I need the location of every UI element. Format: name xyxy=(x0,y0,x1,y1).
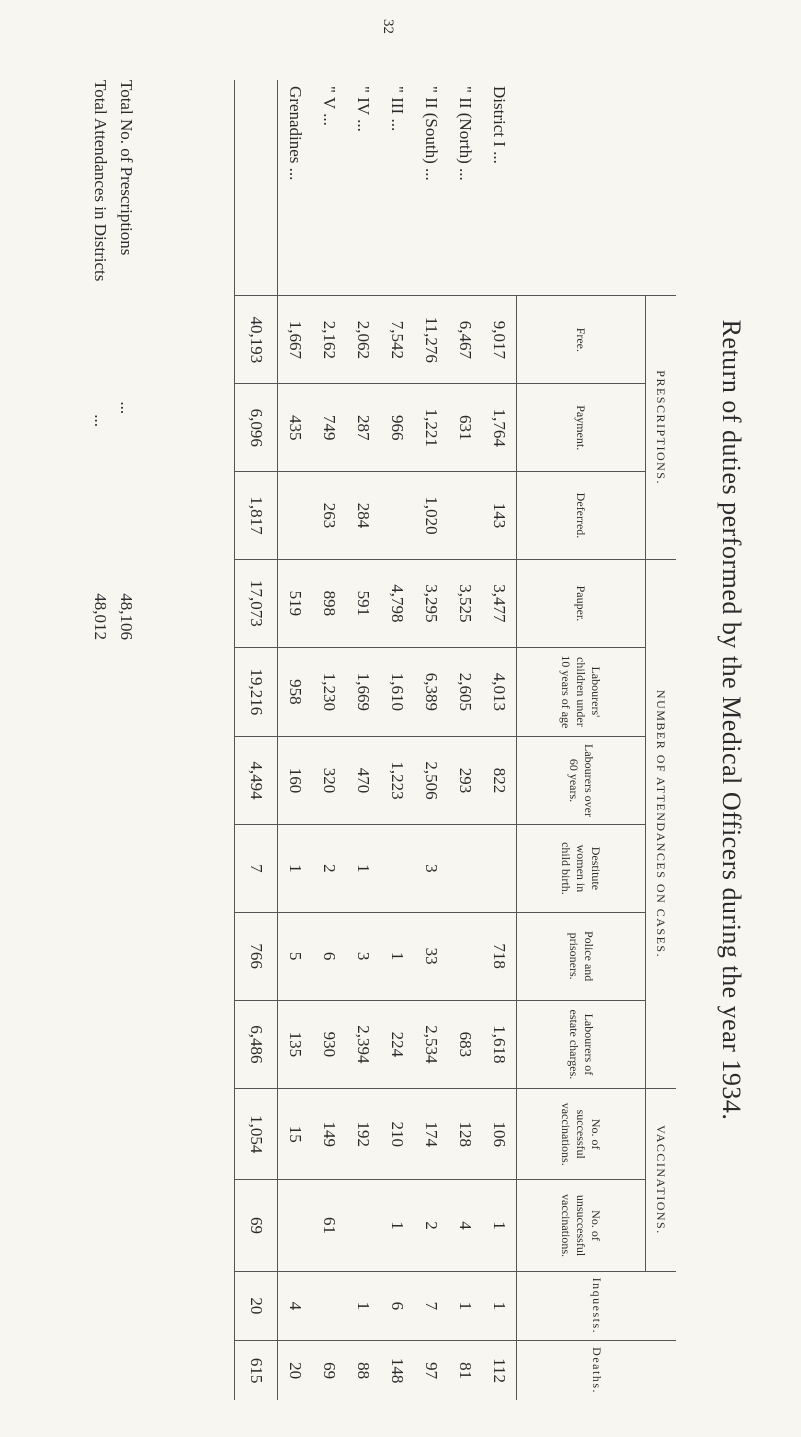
cell: 143 xyxy=(482,472,517,560)
cell xyxy=(448,912,482,1000)
cell: 5 xyxy=(278,912,313,1000)
cell: 4,013 xyxy=(482,647,517,736)
cell: 3,525 xyxy=(448,559,482,647)
returns-table xyxy=(234,80,676,1400)
cell: 2 xyxy=(414,1180,448,1271)
total-cell: 17,073 xyxy=(235,559,278,647)
row-label: " II (North) ... xyxy=(456,86,475,181)
cell: 519 xyxy=(278,559,313,647)
footer-dots: ... xyxy=(117,401,136,415)
col-destitute-women: Destitute women in child birth. xyxy=(517,825,646,912)
cell: 1 xyxy=(482,1180,517,1271)
group-vaccinations: VACCINATIONS. xyxy=(646,1089,677,1272)
cell: 148 xyxy=(380,1341,414,1400)
cell: 106 xyxy=(482,1089,517,1180)
footer-label: Total No. of Prescriptions xyxy=(117,80,136,256)
cell: 822 xyxy=(482,736,517,824)
table-row xyxy=(346,80,380,1400)
cell: 135 xyxy=(278,1000,313,1088)
row-label: Grenadines ... xyxy=(286,86,305,181)
cell: 966 xyxy=(380,384,414,472)
cell: 958 xyxy=(278,647,313,736)
col-police-prisoners: Police and prisoners. xyxy=(517,912,646,1000)
cell: 1,223 xyxy=(380,736,414,824)
cell: 33 xyxy=(414,912,448,1000)
cell: 1,020 xyxy=(414,472,448,560)
table-row xyxy=(278,80,313,1400)
total-cell: 1,817 xyxy=(235,472,278,560)
total-cell: 19,216 xyxy=(235,647,278,736)
cell: 1 xyxy=(380,1180,414,1271)
cell: 284 xyxy=(346,472,380,560)
footer-dots: ... xyxy=(91,414,110,428)
cell: 930 xyxy=(312,1000,346,1088)
footer-value: 48,106 xyxy=(117,593,136,640)
table-row xyxy=(380,80,414,1400)
cell xyxy=(448,472,482,560)
cell: 1,221 xyxy=(414,384,448,472)
total-label-cell xyxy=(235,80,278,296)
cell: 1,610 xyxy=(380,647,414,736)
cell: 3,295 xyxy=(414,559,448,647)
cell: 3,477 xyxy=(482,559,517,647)
col-labourers-children: Labourers' children under 10 years of age xyxy=(517,647,646,736)
table-row xyxy=(414,80,448,1400)
cell: 1,230 xyxy=(312,647,346,736)
cell: 20 xyxy=(278,1341,313,1400)
cell: 97 xyxy=(414,1341,448,1400)
cell: 2,062 xyxy=(346,296,380,384)
col-unsuccessful-vaccinations: No. of unsuccessful vaccinations. xyxy=(517,1180,646,1271)
row-label: " V ... xyxy=(320,86,339,126)
page-number: 32 xyxy=(380,19,396,34)
cell: 4 xyxy=(448,1180,482,1271)
col-labourers-over-60: Labourers over 60 years. xyxy=(517,736,646,824)
cell: 128 xyxy=(448,1089,482,1180)
total-cell: 4,494 xyxy=(235,736,278,824)
cell: 88 xyxy=(346,1341,380,1400)
cell: 7,542 xyxy=(380,296,414,384)
cell: 4,798 xyxy=(380,559,414,647)
row-label: " III ... xyxy=(388,86,407,132)
cell: 160 xyxy=(278,736,313,824)
cell: 2 xyxy=(312,825,346,912)
cell: 81 xyxy=(448,1341,482,1400)
cell: 2,506 xyxy=(414,736,448,824)
cell: 2,394 xyxy=(346,1000,380,1088)
cell: 1 xyxy=(482,1271,517,1341)
cell: 174 xyxy=(414,1089,448,1180)
cell: 683 xyxy=(448,1000,482,1088)
cell: 7 xyxy=(414,1271,448,1341)
cell: 320 xyxy=(312,736,346,824)
group-attendances: NUMBER OF ATTENDANCES ON CASES. xyxy=(646,559,677,1088)
cell: 749 xyxy=(312,384,346,472)
cell: 112 xyxy=(482,1341,517,1400)
cell: 61 xyxy=(312,1180,346,1271)
cell: 3 xyxy=(414,825,448,912)
cell: 435 xyxy=(278,384,313,472)
cell: 718 xyxy=(482,912,517,1000)
footer-line xyxy=(90,80,110,640)
cell: 6,389 xyxy=(414,647,448,736)
total-cell: 20 xyxy=(235,1271,278,1341)
cell: 6,467 xyxy=(448,296,482,384)
cell: 1,618 xyxy=(482,1000,517,1088)
cell: 1 xyxy=(278,825,313,912)
total-cell: 6,486 xyxy=(235,1000,278,1088)
table-row xyxy=(448,80,482,1400)
cell xyxy=(482,825,517,912)
col-payment: Payment. xyxy=(517,384,646,472)
total-cell: 69 xyxy=(235,1180,278,1271)
cell: 149 xyxy=(312,1089,346,1180)
cell: 470 xyxy=(346,736,380,824)
col-pauper: Pauper. xyxy=(517,559,646,647)
cell: 210 xyxy=(380,1089,414,1180)
row-header-blank xyxy=(646,80,677,296)
table-row xyxy=(312,80,346,1400)
cell: 2,605 xyxy=(448,647,482,736)
cell: 631 xyxy=(448,384,482,472)
total-cell: 7 xyxy=(235,825,278,912)
cell: 11,276 xyxy=(414,296,448,384)
cell: 3 xyxy=(346,912,380,1000)
page-title: Return of duties performed by the Medical Officers during the year 1934. xyxy=(717,319,746,1121)
footer-line xyxy=(116,80,136,640)
cell: 263 xyxy=(312,472,346,560)
col-successful-vaccinations: No. of successful vaccinations. xyxy=(517,1089,646,1180)
cell xyxy=(380,472,414,560)
cell: 69 xyxy=(312,1341,346,1400)
cell xyxy=(346,1180,380,1271)
cell xyxy=(278,472,313,560)
cell xyxy=(312,1271,346,1341)
cell: 6 xyxy=(380,1271,414,1341)
row-label: " IV ... xyxy=(354,86,373,132)
total-cell: 766 xyxy=(235,912,278,1000)
cell: 1,669 xyxy=(346,647,380,736)
col-deferred: Deferred. xyxy=(517,472,646,560)
cell: 1 xyxy=(346,825,380,912)
cell: 1,764 xyxy=(482,384,517,472)
row-label: " II (South) ... xyxy=(422,86,441,181)
cell: 2,534 xyxy=(414,1000,448,1088)
row-header-blank-2 xyxy=(517,80,646,296)
total-cell: 1,054 xyxy=(235,1089,278,1180)
cell: 1,667 xyxy=(278,296,313,384)
cell: 1 xyxy=(380,912,414,1000)
total-cell: 40,193 xyxy=(235,296,278,384)
footer-label: Total Attendances in Districts xyxy=(91,80,110,282)
cell: 15 xyxy=(278,1089,313,1180)
cell: 2,162 xyxy=(312,296,346,384)
col-deaths: Deaths. xyxy=(517,1341,677,1400)
total-cell: 6,096 xyxy=(235,384,278,472)
group-prescriptions: PRESCRIPTIONS. xyxy=(646,296,677,560)
footer-value: 48,012 xyxy=(91,593,110,640)
cell xyxy=(448,825,482,912)
cell xyxy=(278,1180,313,1271)
cell xyxy=(380,825,414,912)
cell: 6 xyxy=(312,912,346,1000)
cell: 1 xyxy=(346,1271,380,1341)
total-row xyxy=(235,80,278,1400)
col-inquests: Inquests. xyxy=(517,1271,677,1341)
cell: 293 xyxy=(448,736,482,824)
cell: 591 xyxy=(346,559,380,647)
cell: 192 xyxy=(346,1089,380,1180)
cell: 898 xyxy=(312,559,346,647)
cell: 1 xyxy=(448,1271,482,1341)
table-row xyxy=(482,80,517,1400)
cell: 224 xyxy=(380,1000,414,1088)
cell: 287 xyxy=(346,384,380,472)
cell: 4 xyxy=(278,1271,313,1341)
total-cell: 615 xyxy=(235,1341,278,1400)
cell: 9,017 xyxy=(482,296,517,384)
col-free: Free. xyxy=(517,296,646,384)
footer-totals xyxy=(84,80,136,640)
row-label: District I ... xyxy=(490,86,510,164)
rotated-sheet xyxy=(36,40,746,1400)
col-estate-labourers: Labourers of estate charges. xyxy=(517,1000,646,1088)
